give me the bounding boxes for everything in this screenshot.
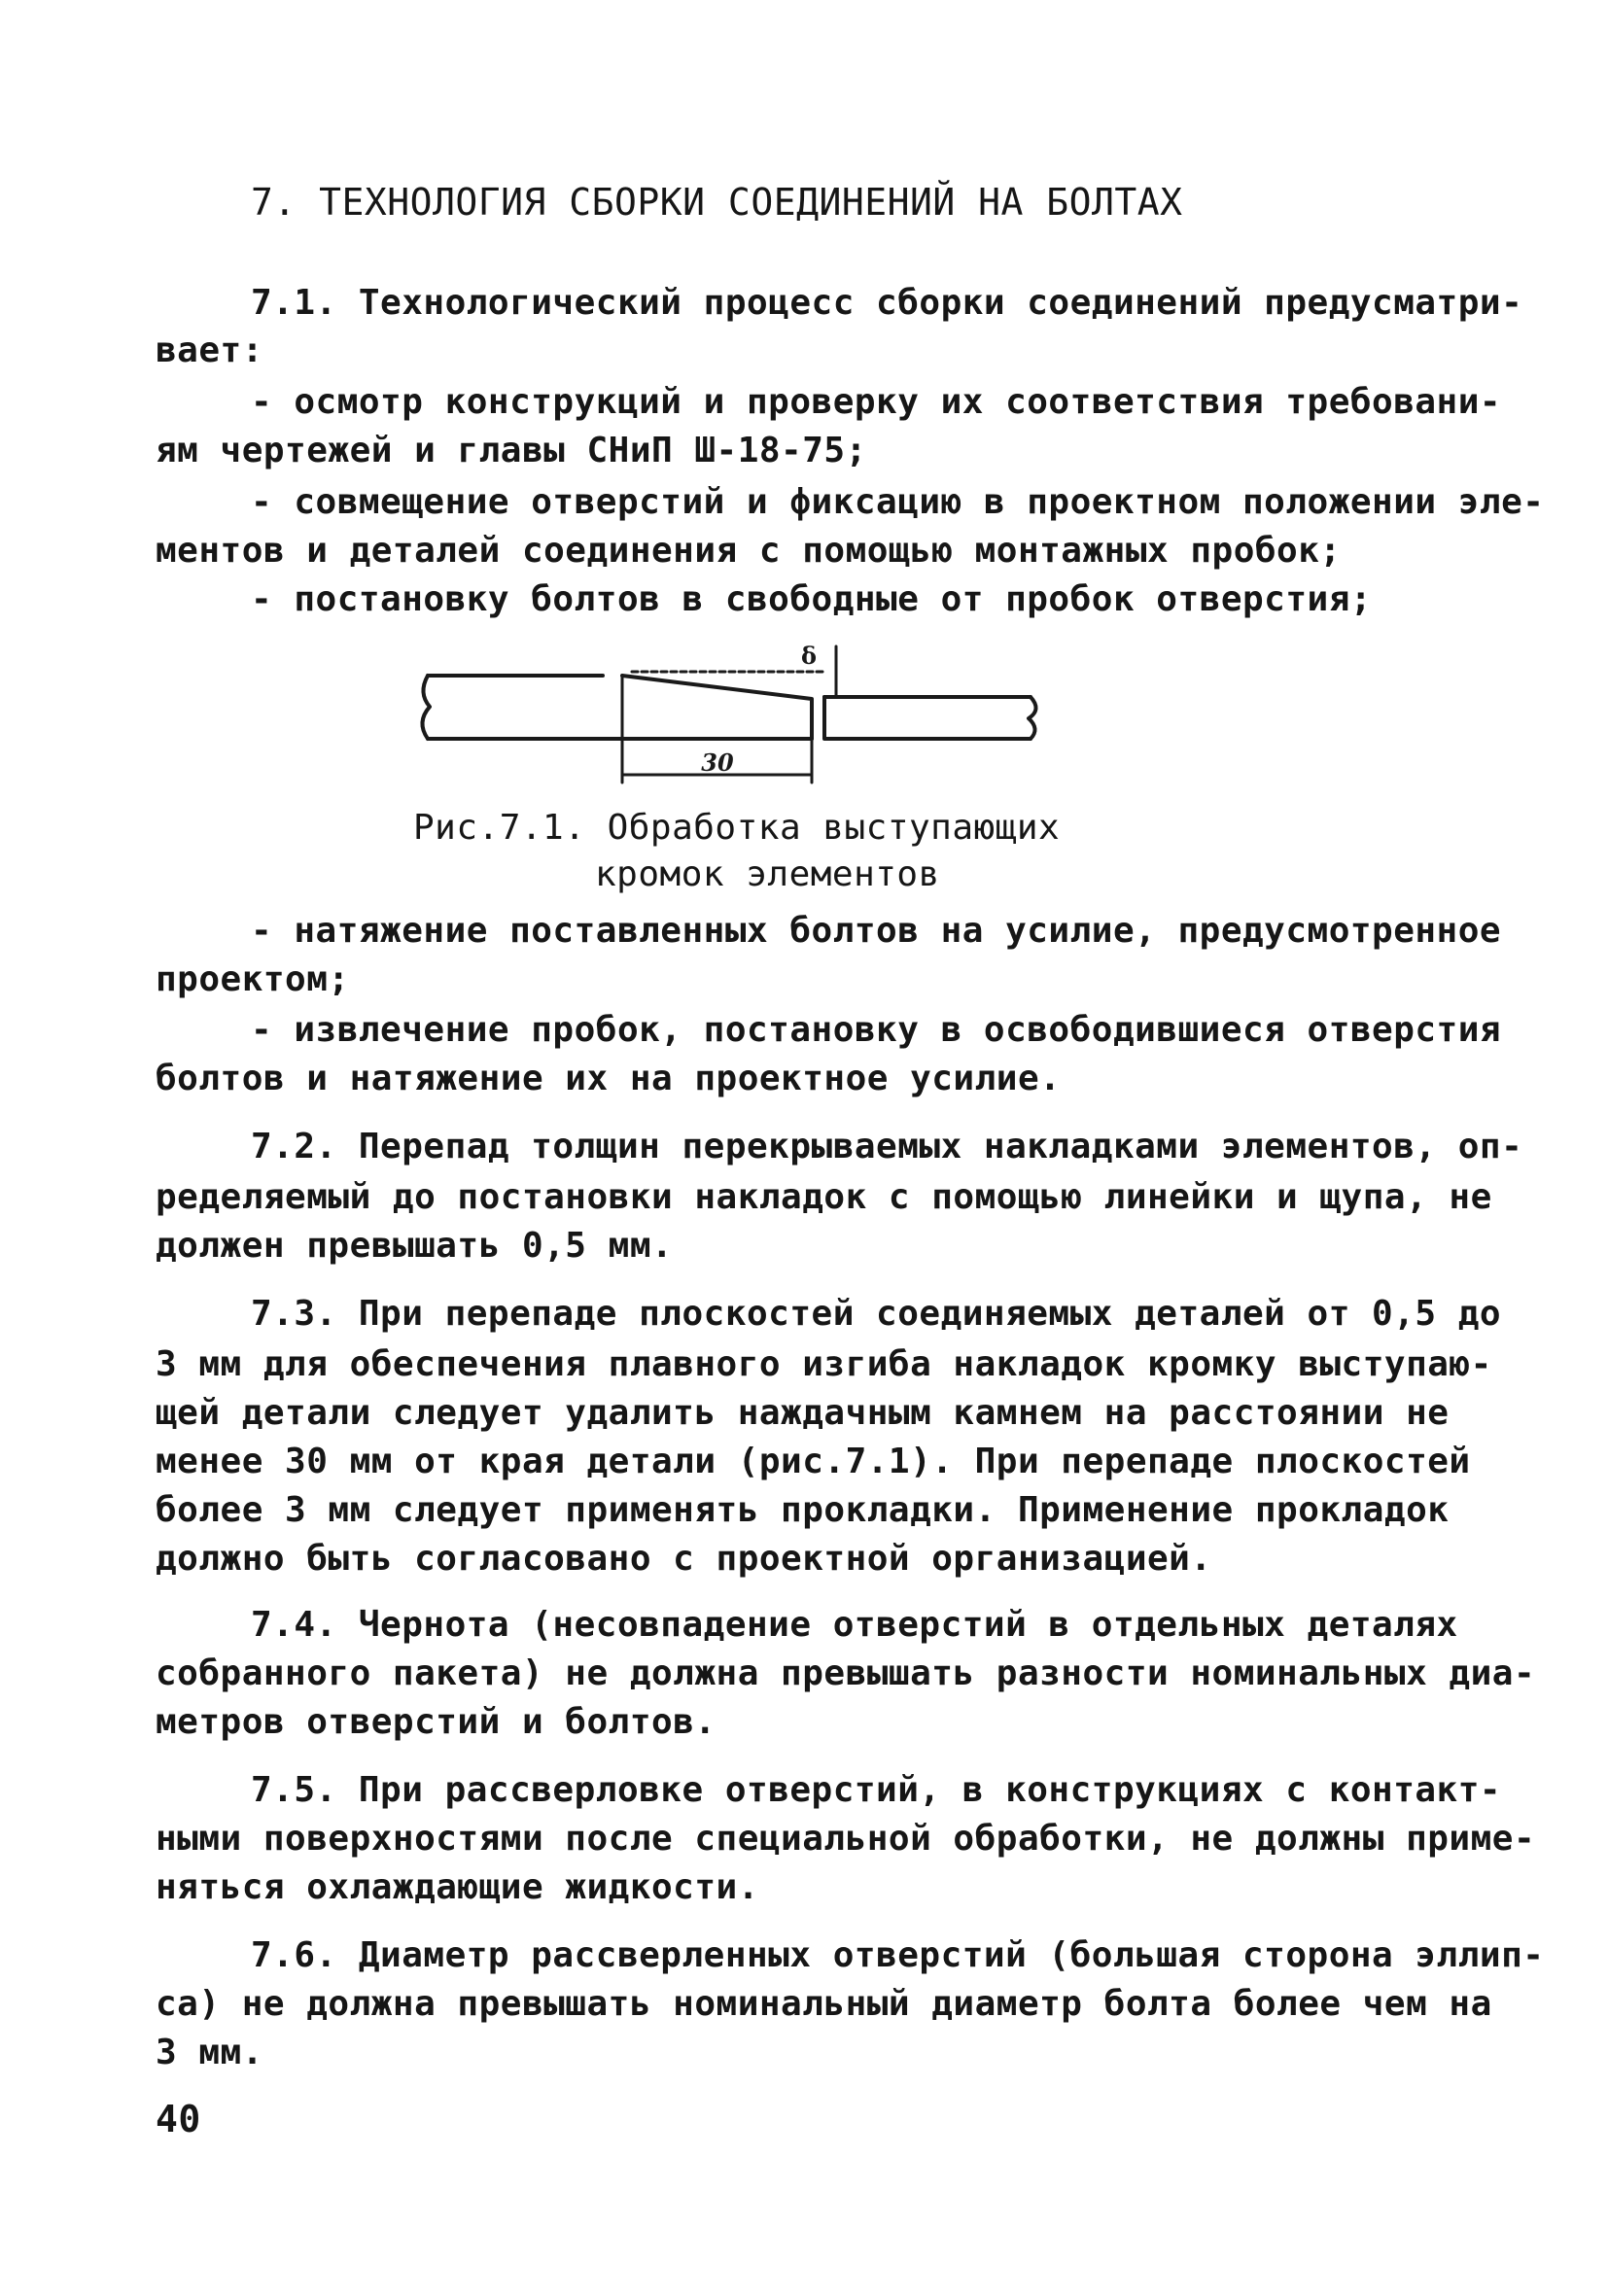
figure-caption: кромок элементов [595, 854, 940, 894]
paragraph-7-3-line: должно быть согласовано с проектной организацией. [156, 1539, 1212, 1579]
right-element-break-line [1029, 697, 1036, 739]
paragraph-7-5-line: ными поверхностями после специальной обработки, не должны приме- [156, 1819, 1536, 1859]
paragraph-7-3-line: менее 30 мм от края детали (рис.7.1). При перепаде плоскостей [156, 1442, 1471, 1481]
section-heading: 7. ТЕХНОЛОГИЯ СБОРКИ СОЕДИНЕНИЙ НА БОЛТАХ [251, 181, 1183, 224]
list-item-line: ментов и деталей соединения с помощью монтажных пробок; [156, 531, 1342, 571]
paragraph-7-3-line: щей детали следует удалить наждачным камнем на расстоянии не [156, 1393, 1450, 1433]
left-element-break-line [422, 676, 430, 739]
list-item-line: - совмещение отверстий и фиксацию в проектном положении эле- [251, 482, 1545, 522]
paragraph-7-3-line: более 3 мм следует применять прокладки. Применение прокладок [156, 1490, 1450, 1530]
paragraph-7-1-line: вает: [156, 330, 263, 370]
paragraph-7-1-line: 7.1. Технологический процесс сборки соединений предусматри- [251, 283, 1523, 323]
list-item-line: проектом; [156, 959, 350, 999]
paragraph-7-2-line: должен превышать 0,5 мм. [156, 1226, 674, 1266]
paragraph-7-6-line: 3 мм. [156, 2033, 263, 2072]
list-item-line: болтов и натяжение их на проектное усилие. [156, 1059, 1062, 1098]
paragraph-7-4-line: собранного пакета) не должна превышать разности номинальных диа- [156, 1653, 1536, 1693]
list-item-line: - извлечение пробок, постановку в освободившиеся отверстия [251, 1010, 1502, 1050]
paragraph-7-5-line: няться охлаждающие жидкости. [156, 1867, 759, 1907]
paragraph-7-6-line: са) не должна превышать номинальный диаметр болта более чем на [156, 1984, 1492, 2024]
dimension-label: 30 [701, 748, 734, 777]
list-item-line: ям чертежей и главы СНиП Ш-18-75; [156, 431, 867, 470]
gap-label: δ [800, 642, 818, 670]
list-item-line: - осмотр конструкций и проверку их соответствия требовани- [251, 382, 1502, 422]
list-item-line: - натяжение поставленных болтов на усилие, предусмотренное [251, 911, 1502, 951]
paragraph-7-4-line: 7.4. Чернота (несовпадение отверстий в отдельных деталях [251, 1605, 1458, 1645]
paragraph-7-4-line: метров отверстий и болтов. [156, 1702, 717, 1742]
paragraph-7-3-line: 3 мм для обеспечения плавного изгиба накладок кромку выступаю- [156, 1344, 1492, 1384]
paragraph-7-2-line: ределяемый до постановки накладок с помощью линейки и щупа, не [156, 1177, 1492, 1217]
paragraph-7-3-line: 7.3. При перепаде плоскостей соединяемых деталей от 0,5 до [251, 1294, 1502, 1334]
paragraph-7-2-line: 7.2. Перепад толщин перекрываемых накладками элементов, оп- [251, 1127, 1523, 1166]
paragraph-7-6-line: 7.6. Диаметр рассверленных отверстий (большая сторона эллип- [251, 1935, 1545, 1975]
list-item-line: - постановку болтов в свободные от пробок отверстия; [251, 579, 1373, 619]
paragraph-7-5-line: 7.5. При рассверловке отверстий, в конструкциях с контакт- [251, 1770, 1502, 1810]
left-element-chamfer [622, 676, 812, 739]
right-element-bottom-edge [824, 697, 1031, 739]
page-number: 40 [156, 2098, 201, 2140]
edge-processing-figure [408, 637, 1050, 797]
figure-caption: Рис.7.1. Обработка выступающих [413, 808, 1061, 848]
